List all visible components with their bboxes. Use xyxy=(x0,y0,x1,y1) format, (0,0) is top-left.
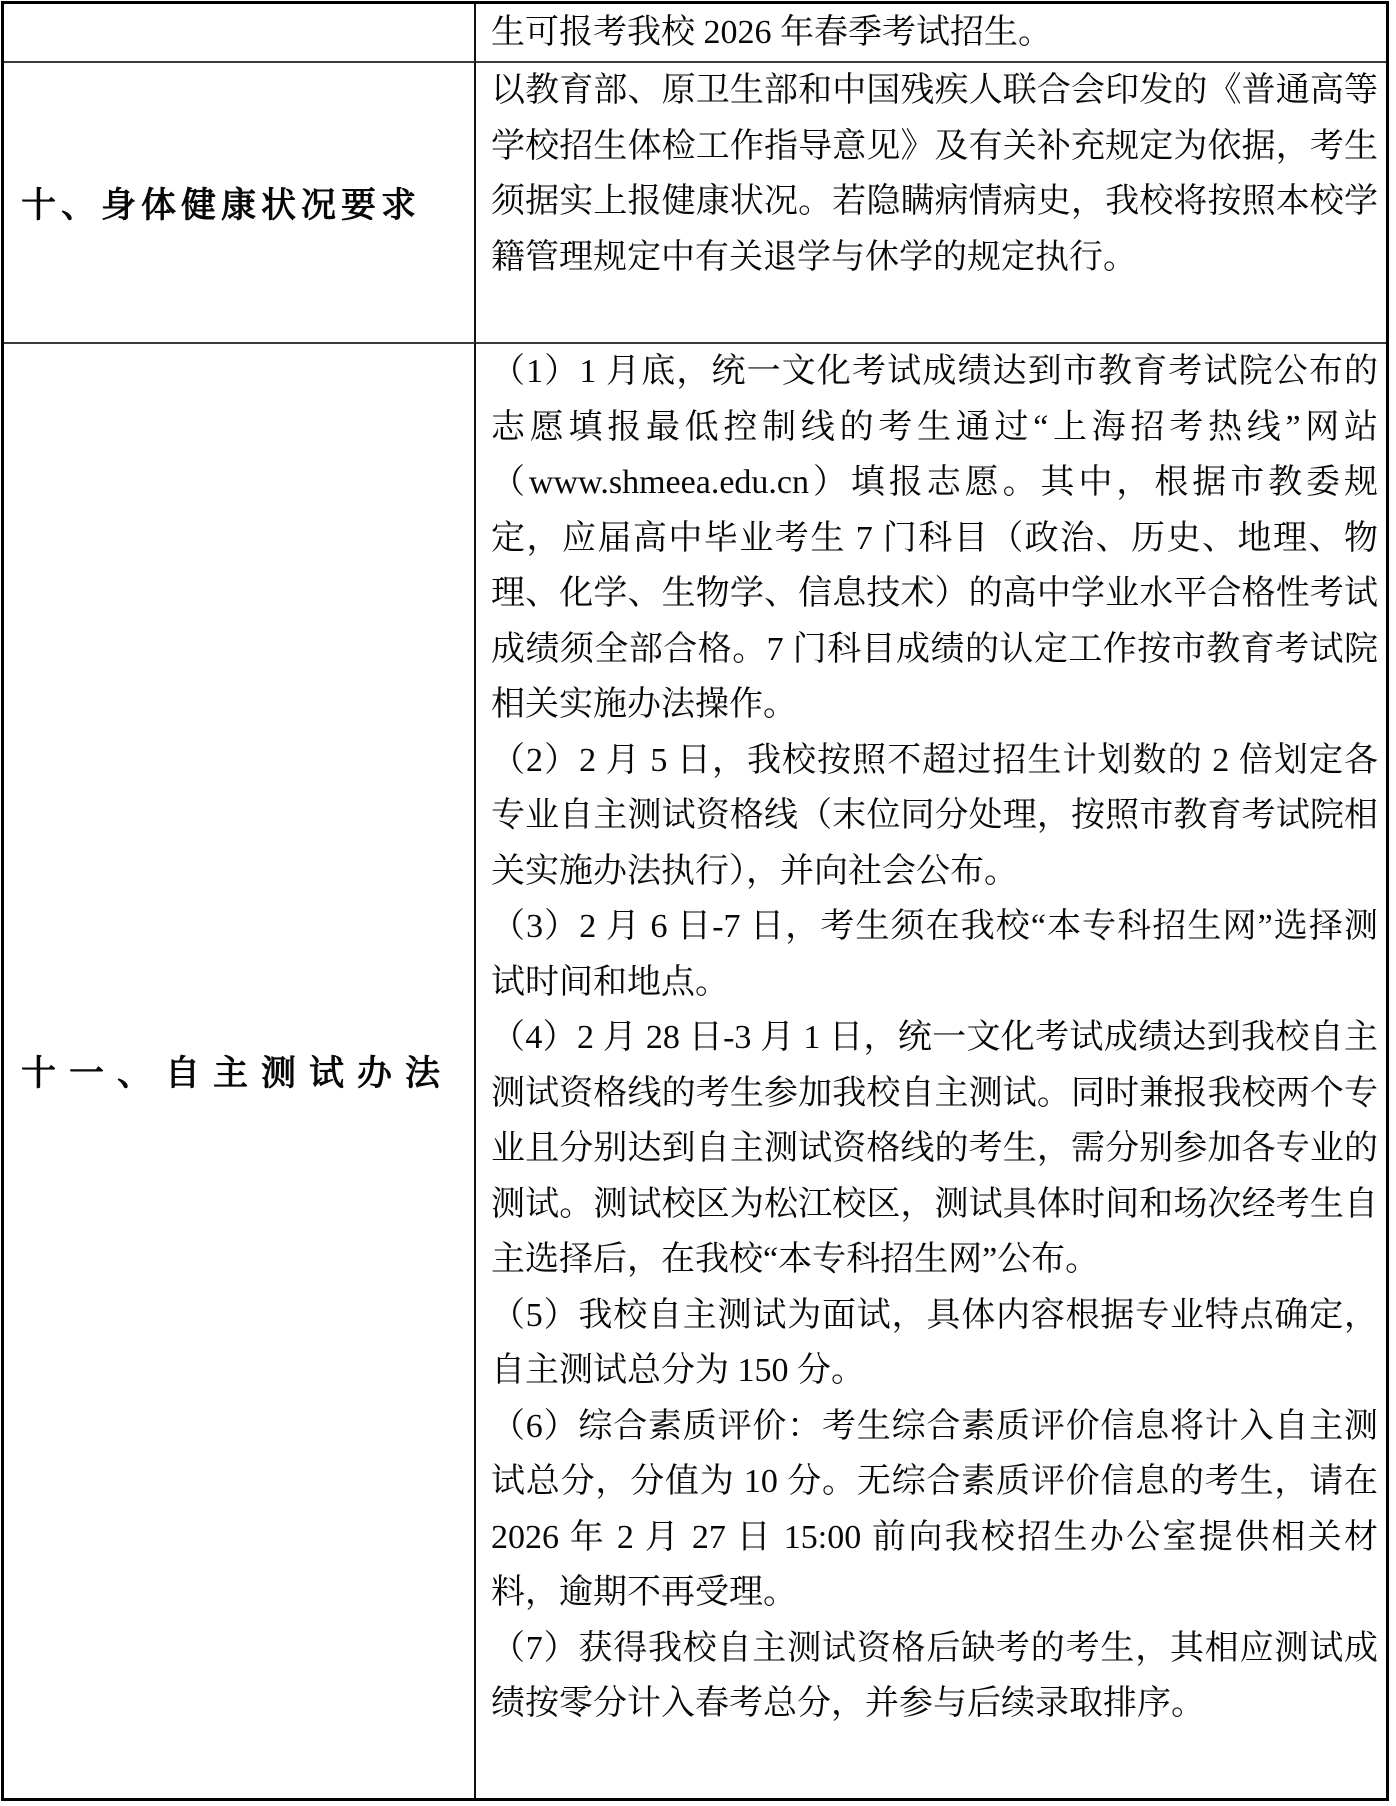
self-test-paragraph-3: （3）2 月 6 日-7 日，考生须在我校“本专科招生网”选择测试时间和地点。 xyxy=(491,908,1378,1001)
row1-continuation-text: 生可报考我校 2026 年春季考试招生。 xyxy=(491,13,1052,51)
self-test-paragraph-6: （6）综合素质评价：考生综合素质评价信息将计入自主测试总分，分值为 10 分。无综合素质评价信息的考生，请在 2026 年 2 月 27 日 15:00 前向我校招生办公室提供相关材料，逾期不再受理。 xyxy=(491,1407,1378,1611)
health-requirement-header-cell xyxy=(4,61,476,342)
self-test-paragraph-5: （5）我校自主测试为面试，具体内容根据专业特点确定，自主测试总分为 150 分。 xyxy=(491,1296,1378,1389)
health-requirement-body-cell xyxy=(476,61,1386,342)
self-test-paragraph-7: （7）获得我校自主测试资格后缺考的考生，其相应测试成绩按零分计入春考总分，并参与后续录取排序。 xyxy=(491,1629,1378,1722)
health-requirement-header-label: 十、身体健康状况要求 xyxy=(21,185,422,225)
row1-header-cell xyxy=(4,4,476,61)
self-test-header-label: 十一、自主测试办法 xyxy=(21,1054,454,1093)
self-test-paragraph-2: （2）2 月 5 日，我校按照不超过招生计划数的 2 倍划定各专业自主测试资格线（末位同分处理，按照市教育考试院相关实施办法执行），并向社会公布。 xyxy=(491,741,1378,890)
self-test-body-cell xyxy=(476,342,1386,1798)
admissions-table xyxy=(1,1,1389,1801)
self-test-paragraph-1: （1）1 月底，统一文化考试成绩达到市教育考试院公布的志愿填报最低控制线的考生通过“上海招考热线”网站（www.shmeea.edu.cn）填报志愿。其中，根据市教委规定，应届高中毕业考生 7 门科目（政治、历史、地理、物理、化学、生物学、信息技术）的高中学业水平合格性考试成绩须全部合格。7 门科目成绩的认定工作按市教育考试院相关实施办法操作。 xyxy=(491,353,1378,723)
row1-continuation-cell xyxy=(476,4,1386,61)
self-test-header-cell xyxy=(4,342,476,1798)
self-test-paragraph-4: （4）2 月 28 日-3 月 1 日，统一文化考试成绩达到我校自主测试资格线的考生参加我校自主测试。同时兼报我校两个专业且分别达到自主测试资格线的考生，需分别参加各专业的测试。测试校区为松江校区，测试具体时间和场次经考生自主选择后，在我校“本专科招生网”公布。 xyxy=(491,1019,1378,1278)
health-requirement-paragraph: 以教育部、原卫生部和中国残疾人联合会印发的《普通高等学校招生体检工作指导意见》及有关补充规定为依据，考生须据实上报健康状况。若隐瞒病情病史，我校将按照本校学籍管理规定中有关退学与休学的规定执行。 xyxy=(491,72,1378,276)
